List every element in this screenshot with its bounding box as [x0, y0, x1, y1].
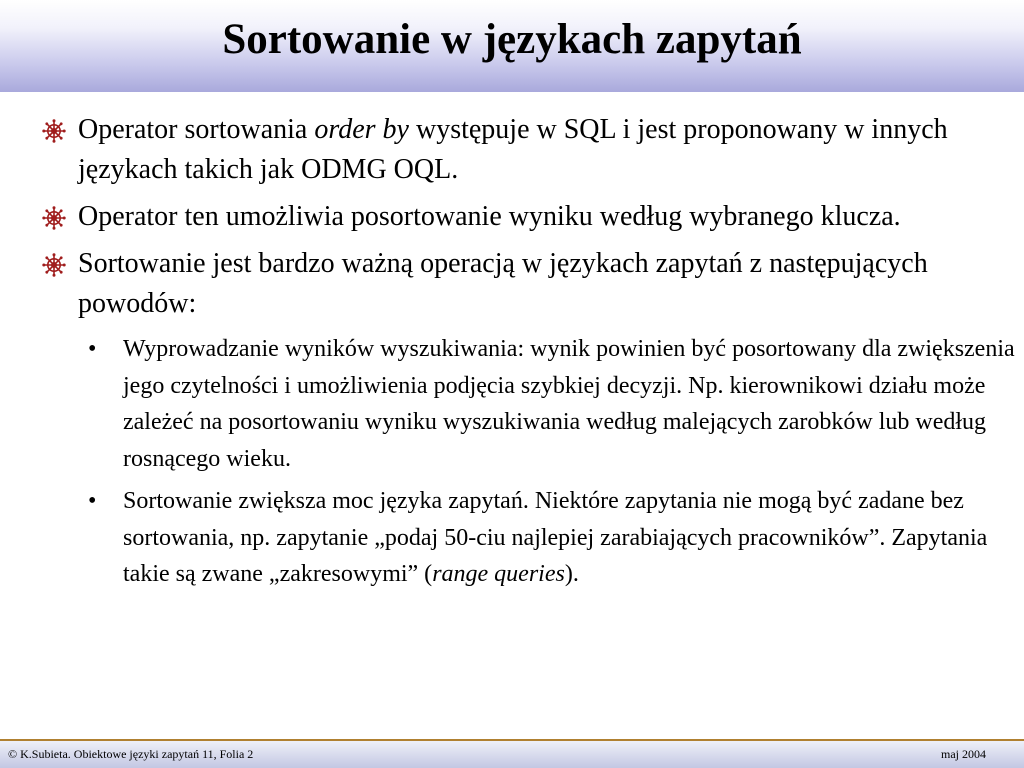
sub-bullet-text: Sortowanie zwiększa moc języka zapytań. Niektóre zapytania nie mogą być zadane bez sortowania, np. zapytanie „podaj 50-ciu najlepiej zarabiających pracowników”. Zapytania takie są zwane „zakresowymi” (: [123, 488, 988, 587]
bullet-text: Operator ten umożliwia posortowanie wyniku według wybranego klucza.: [78, 201, 901, 232]
bullet-dot-icon: •: [88, 488, 97, 514]
ship-wheel-icon: [42, 119, 66, 143]
footer-copyright: © K.Subieta. Obiektowe języki zapytań 11, Folia 2: [8, 747, 254, 761]
sub-bullet-text: Wyprowadzanie wyników wyszukiwania: wynik powinien być posortowany dla zwiększenia jego czytelności i umożliwienia podjęcia szybkiej decyzji. Np. kierownikowi działu może zależeć na posortowaniu wyniku wyszukiwania według malejących zarobków lub według rosnącego wieku.: [123, 336, 1015, 472]
sub-bullet-point: [84, 483, 1017, 593]
keyword-range-queries: range queries: [432, 561, 565, 587]
ship-wheel-icon: [42, 206, 66, 230]
title-band: [0, 0, 1024, 92]
sub-bullet-point: [84, 331, 1017, 477]
ship-wheel-icon: [42, 253, 66, 277]
keyword-order-by: order by: [314, 114, 409, 145]
bullet-point: [42, 110, 1017, 190]
footer-date: maj 2004: [941, 747, 986, 761]
bullet-text: Sortowanie jest bardzo ważną operacją w językach zapytań z następujących powodów:: [78, 248, 928, 319]
slide-content: [42, 110, 1017, 599]
footer: [0, 741, 1024, 768]
bullet-dot-icon: •: [88, 336, 97, 362]
bullet-point: [42, 244, 1017, 324]
sub-bullet-list: [84, 331, 1017, 593]
bullet-text: występuje w SQL i jest proponowany w innych językach takich jak ODMG OQL.: [78, 114, 948, 185]
sub-bullet-text: ).: [564, 561, 579, 587]
bullet-text: Operator sortowania: [78, 114, 315, 145]
slide-title: Sortowanie w językach zapytań: [222, 16, 802, 63]
bullet-point: [42, 197, 1017, 237]
